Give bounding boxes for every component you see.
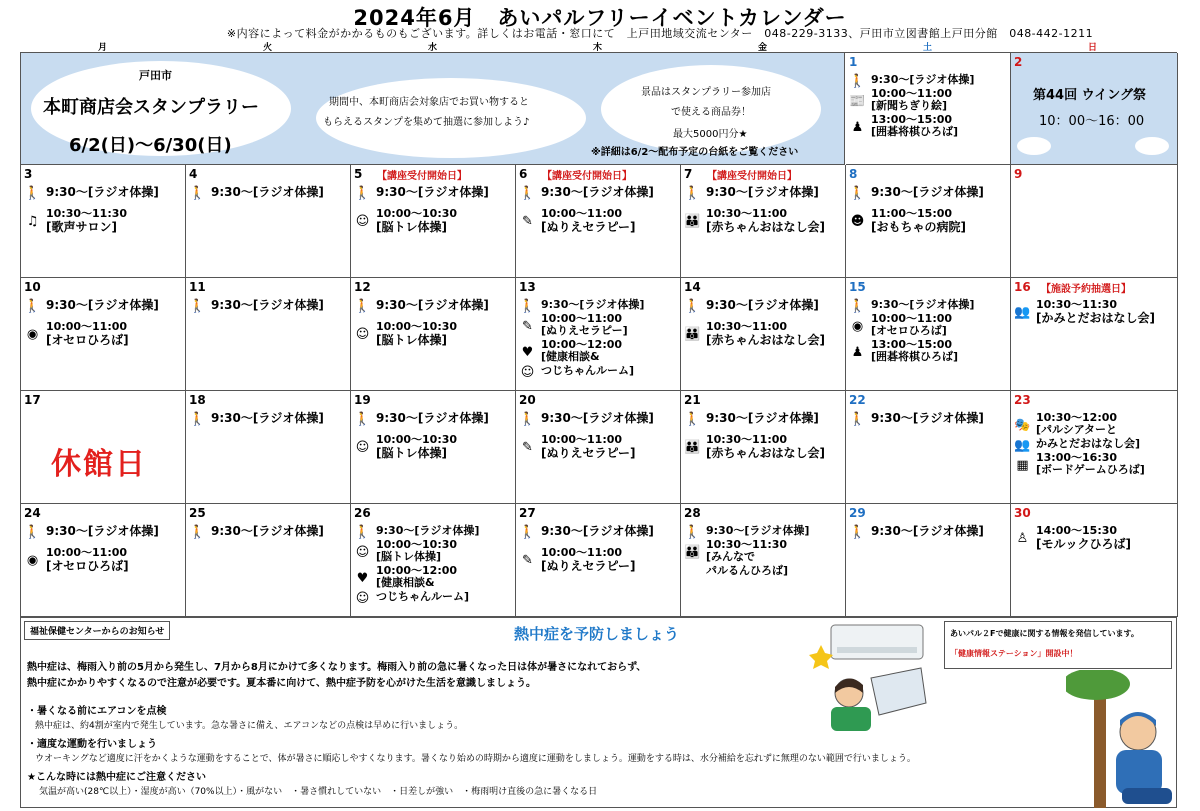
heart-icon: ♥ [521,344,534,360]
weekday-sat: 土 [922,43,932,53]
day-cell-11 [186,278,351,391]
event-time: 10:00～11:00 [541,312,623,325]
event-title: [囲碁将棋ひろば] [871,350,959,363]
event-time: 10:00～11:00 [46,546,128,559]
tip-text: ウオーキングなど適度に汗をかくような運動をすることで、体が暑さに順応しやすくなります。暑くなり始めの時期から適度に運動をしましょう。運動をする時は、水分補給を忘れずに無理のない範囲で行いましょう。 [35,754,916,764]
day-number: 6 [519,167,528,181]
radio-exercise-icon: 🚶 [189,524,206,540]
day-number: 30 [1014,506,1031,520]
day-number: 14 [684,280,701,294]
tip-heading: ・暑くなる前にエアコンを点検 [27,706,167,717]
radio-exercise-icon: 🚶 [849,73,866,89]
day-number: 4 [189,167,198,181]
parent-child-icon: 👪 [684,213,701,229]
event-time: 10:30～11:00 [706,320,788,333]
radio-exercise-icon: 🚶 [684,411,701,427]
event-title: [オセロひろば] [871,324,947,337]
day-number: 24 [24,506,41,520]
weekday-wed: 水 [427,43,437,53]
day-cell-8 [846,165,1011,278]
day-number: 5 [354,167,363,181]
event-time: 13:00～15:00 [871,113,953,126]
event-time: 10:00～10:30 [376,207,458,220]
storytelling-icon: 👥 [1014,304,1031,320]
event-time: 14:00～15:30 [1036,524,1118,537]
day-cell-28 [681,504,846,617]
day-number: 13 [519,280,536,294]
banner-note: ※詳細は6/2～配布予定の台紙をご覧ください [591,147,799,158]
event-title: 9:30～[ラジオ体操] [541,524,654,538]
event-title: [脳トレ体操] [376,446,447,460]
day-number: 17 [24,393,41,407]
event-title: [ボードゲームひろば] [1036,463,1145,476]
event-title: 9:30～[ラジオ体操] [871,524,984,538]
radio-exercise-icon: 🚶 [354,524,371,540]
event-title: [赤ちゃんおはなし会] [706,446,825,460]
parent-child-icon: 👪 [684,326,701,342]
weekday-mon: 月 [97,43,107,53]
event-title: 9:30～[ラジオ体操] [541,298,645,311]
othello-icon: ◉ [26,552,39,568]
event-time: 10:30～11:30 [706,538,788,551]
radio-exercise-icon: 🚶 [189,411,206,427]
event-time: 10:00～10:30 [376,538,458,551]
event-title: [脳トレ体操] [376,550,442,563]
event-time: 10:30～11:30 [46,207,128,220]
day-number: 19 [354,393,371,407]
notice-heading: 熱中症を予防しましょう [514,625,680,643]
info-text: あいパル２Fで健康に関する情報を発信しています。 [950,629,1139,638]
coloring-icon: ✎ [522,318,533,334]
banner-prize-2: で使える商品券！ [671,107,751,118]
event-title: [新聞ちぎり絵] [871,99,948,112]
tip-heading: ★こんな時には熱中症にご注意ください [27,772,206,783]
event-time: 10:00～11:00 [871,312,953,325]
event-title: 9:30～[ラジオ体操] [46,298,159,312]
day-number: 21 [684,393,701,407]
day-cell-24 [21,504,186,617]
event-title: [脳トレ体操] [376,333,447,347]
music-note-icon: ♫ [26,213,39,229]
day-cell-18 [186,391,351,504]
closed-day-label: 休館日 [51,447,147,482]
event-title: [オセロひろば] [46,559,129,573]
event-title: パルるんひろば] [706,564,789,577]
event-title: [ぬりえセラピー] [541,559,636,573]
event-title: [赤ちゃんおはなし会] [706,333,825,347]
event-title: 9:30～[ラジオ体操] [376,411,489,425]
radio-exercise-icon: 🚶 [354,411,371,427]
event-title: 9:30～[ラジオ体操] [211,185,324,199]
event-title: 9:30～[ラジオ体操] [541,185,654,199]
brain-training-icon: ☺ [355,326,370,342]
day-cell-12 [351,278,516,391]
event-title: 9:30～[ラジオ体操] [376,298,489,312]
event-title: つじちゃんルーム] [376,590,470,603]
day-number: 25 [189,506,206,520]
event-title: [健康相談& [541,350,600,363]
radio-exercise-icon: 🚶 [849,185,866,201]
banner-prize-3: 最大5000円分★ [673,129,748,140]
banner-period: 6/2(日)～6/30(日) [69,135,232,156]
event-title: 9:30～[ラジオ体操] [706,411,819,425]
weekday-thu: 木 [592,43,602,53]
info-station: 「健康情報ステーション」開設中！ [950,649,1078,658]
day-tag: 【講座受付開始日】 [377,171,467,182]
banner-prize-1: 景品はスタンプラリー参加店 [641,87,771,98]
weekday-tue: 火 [262,43,272,53]
coloring-icon: ✎ [522,213,533,229]
board-game-icon: ▦ [1016,457,1029,473]
notice-paragraph: 熱中症にかかりやすくなるので注意が必要です。夏本番に向けて、熱中症予防を心がけた生活を意識しましょう。 [27,678,536,689]
event-time: 10:00～11:00 [541,433,623,446]
event-title: 9:30～[ラジオ体操] [541,411,654,425]
day-number: 7 [684,167,693,181]
weekday-sun: 日 [1087,43,1097,53]
go-stone-icon: ♟ [851,344,864,360]
radio-exercise-icon: 🚶 [24,524,41,540]
banner-desc-2: もらえるスタンプを集めて抽選に参加しよう♪ [323,117,530,128]
event-title: [ぬりえセラピー] [541,324,628,337]
contact-info: ※内容によって料金がかかるものもございます。詳しくはお電話・窓口にて 上戸田地域交流センター 048-229-3133、戸田市立図書館上戸田分館 048-442-1211 [226,27,1094,40]
day-cell-5 [351,165,516,278]
event-title: [ぬりえセラピー] [541,446,636,460]
event-title: 9:30～[ラジオ体操] [211,524,324,538]
day-cell-17 [21,391,186,504]
cloud-shape [1017,137,1051,155]
notice-paragraph: 熱中症は、梅雨入り前の5月から発生し、7月から8月にかけて多くなります。梅雨入り前の急に暑くなった日は体が暑さになれておらず、 [27,662,647,673]
radio-exercise-icon: 🚶 [24,185,41,201]
day-number: 15 [849,280,866,294]
event-time: 10:00～11:00 [541,207,623,220]
event-time: 13:00～15:00 [871,338,953,351]
newspaper-icon: 📰 [849,93,866,109]
tip-heading: ・適度な運動を行いましょう [27,739,157,750]
event-time: 10:00～12:00 [541,338,623,351]
day-cell-27 [516,504,681,617]
banner-desc-1: 期間中、本町商店会対象店でお買い物すると [329,97,529,108]
event-title: [囲碁将棋ひろば] [871,125,959,138]
event-title: 9:30～[ラジオ体操] [376,524,480,537]
day-number: 28 [684,506,701,520]
radio-exercise-icon: 🚶 [684,524,701,540]
day-cell-10 [21,278,186,391]
day-tag: 【講座受付開始日】 [542,171,632,182]
event-title: 9:30～[ラジオ体操] [211,411,324,425]
radio-exercise-icon: 🚶 [189,298,206,314]
event-title: 9:30～[ラジオ体操] [871,73,975,86]
banner-city: 戸田市 [139,69,172,82]
day-cell-3 [21,165,186,278]
othello-icon: ◉ [26,326,39,342]
event-title: [パルシアターと [1036,423,1117,436]
day-number: 1 [849,55,858,69]
day-cell-15 [846,278,1011,391]
radio-exercise-icon: 🚶 [849,524,866,540]
radio-exercise-icon: 🚶 [354,298,371,314]
brain-training-icon: ☺ [355,213,370,229]
event-title: 9:30～[ラジオ体操] [871,185,984,199]
day-cell-14 [681,278,846,391]
parent-child-icon: 👪 [684,439,701,455]
day-number: 10 [24,280,41,294]
day-cell-16 [1011,278,1178,391]
notice-label: 福祉保健センターからのお知らせ [24,621,170,640]
festival-title: 第44回 ウイング祭 [1033,88,1146,103]
aircon-cleaning-illustration [801,623,961,733]
event-title: [みんなで [706,550,756,563]
day-cell-4 [186,165,351,278]
day-number: 3 [24,167,33,181]
event-title: [赤ちゃんおはなし会] [706,220,825,234]
day-cell-30 [1011,504,1178,617]
coloring-icon: ✎ [522,439,533,455]
day-cell-2 [1011,53,1178,165]
day-number: 26 [354,506,371,520]
day-number: 11 [189,280,206,294]
day-cell-1 [846,53,1011,165]
event-time: 10:00～11:00 [541,546,623,559]
day-tag: 【講座受付開始日】 [707,171,797,182]
event-time: 10:30～11:00 [706,207,788,220]
day-number: 16 [1014,280,1031,294]
radio-exercise-icon: 🚶 [684,298,701,314]
info-box [944,621,1172,669]
event-time: 10:30～11:30 [1036,298,1118,311]
festival-time: 10：00～16：00 [1039,114,1145,129]
day-cell-29 [846,504,1011,617]
event-title: つじちゃんルーム] [541,364,635,377]
day-number: 27 [519,506,536,520]
heart-icon: ♥ [356,570,369,586]
brain-training-icon: ☺ [355,544,370,560]
event-time: 10:00～11:00 [46,320,128,333]
event-time: 10:00～10:30 [376,433,458,446]
radio-exercise-icon: 🚶 [519,411,536,427]
weekday-header [20,40,1177,52]
event-title: 9:30～[ラジオ体操] [871,411,984,425]
storytelling-icon: 👥 [1014,437,1031,453]
event-title: [歌声サロン] [46,220,117,234]
radio-exercise-icon: 🚶 [519,298,536,314]
day-cell-7 [681,165,846,278]
weekday-fri: 金 [757,43,767,53]
banner-name: 本町商店会スタンプラリー [43,97,259,118]
day-cell-19 [351,391,516,504]
health-notice [20,617,1177,808]
day-cell-20 [516,391,681,504]
radio-exercise-icon: 🚶 [189,185,206,201]
molkky-icon: ♙ [1016,530,1029,546]
day-cell-22 [846,391,1011,504]
coloring-icon: ✎ [522,552,533,568]
event-title: [健康相談& [376,576,435,589]
page-title: 2024年6月 あいパルフリーイベントカレンダー [353,6,847,30]
event-title: [モルックひろば] [1036,537,1131,551]
consultation-icon: ☺ [355,590,370,606]
radio-exercise-icon: 🚶 [849,298,866,314]
radio-exercise-icon: 🚶 [849,411,866,427]
day-cell-6 [516,165,681,278]
day-cell-25 [186,504,351,617]
day-number: 9 [1014,167,1023,181]
event-title: 9:30～[ラジオ体操] [211,298,324,312]
day-number: 18 [189,393,206,407]
event-time: 10:00～10:30 [376,320,458,333]
event-title: 9:30～[ラジオ体操] [706,185,819,199]
day-number: 2 [1014,55,1023,69]
event-title: 9:30～[ラジオ体操] [46,524,159,538]
day-number: 8 [849,167,858,181]
event-title: 9:30～[ラジオ体操] [706,298,819,312]
event-title: [おもちゃの病院] [871,220,966,234]
calendar-grid [20,52,1177,617]
event-title: [ぬりえセラピー] [541,220,636,234]
day-number: 23 [1014,393,1031,407]
event-time: 11:00～15:00 [871,207,953,220]
event-title: 9:30～[ラジオ体操] [871,298,975,311]
day-cell-26 [351,504,516,617]
event-time: 10:30～11:00 [706,433,788,446]
event-title: [脳トレ体操] [376,220,447,234]
go-stone-icon: ♟ [851,119,864,135]
day-number: 12 [354,280,371,294]
event-time: 10:00～12:00 [376,564,458,577]
event-time: 10:30～12:00 [1036,411,1118,424]
event-title: 9:30～[ラジオ体操] [376,185,489,199]
day-cell-13 [516,278,681,391]
event-time: 13:00～16:30 [1036,451,1118,464]
person-resting-illustration [1066,670,1176,808]
radio-exercise-icon: 🚶 [684,185,701,201]
event-title: かみとだおはなし会] [1036,437,1141,450]
cloud-shape [1135,137,1169,155]
day-cell-9 [1011,165,1178,278]
day-number: 29 [849,506,866,520]
day-number: 22 [849,393,866,407]
radio-exercise-icon: 🚶 [519,185,536,201]
event-time: 10:00～11:00 [871,87,953,100]
day-number: 20 [519,393,536,407]
day-cell-21 [681,391,846,504]
day-tag: 【施設予約抽選日】 [1041,284,1131,295]
event-title: [かみとだおはなし会] [1036,311,1155,325]
day-cell-23 [1011,391,1178,504]
event-title: 9:30～[ラジオ体操] [706,524,810,537]
event-title: 9:30～[ラジオ体操] [46,185,159,199]
brain-training-icon: ☺ [355,439,370,455]
radio-exercise-icon: 🚶 [354,185,371,201]
othello-icon: ◉ [851,318,864,334]
theater-icon: 🎭 [1014,417,1031,433]
tip-text: 気温が高い(28℃以上）・湿度が高い（70%以上）・風がない ・暑さ慣れしていない ・日差しが強い ・梅雨明け直後の急に暑くなる日 [39,787,598,797]
stamp-rally-banner [21,53,845,165]
radio-exercise-icon: 🚶 [24,298,41,314]
event-title: [オセロひろば] [46,333,129,347]
consultation-icon: ☺ [520,364,535,380]
family-icon: 👪 [684,544,701,560]
tip-text: 熱中症は、約4割が室内で発生しています。急な暑さに備え、エアコンなどの点検は早めに行いましょう。 [35,721,464,731]
radio-exercise-icon: 🚶 [519,524,536,540]
toy-doctor-icon: ☻ [850,213,865,229]
